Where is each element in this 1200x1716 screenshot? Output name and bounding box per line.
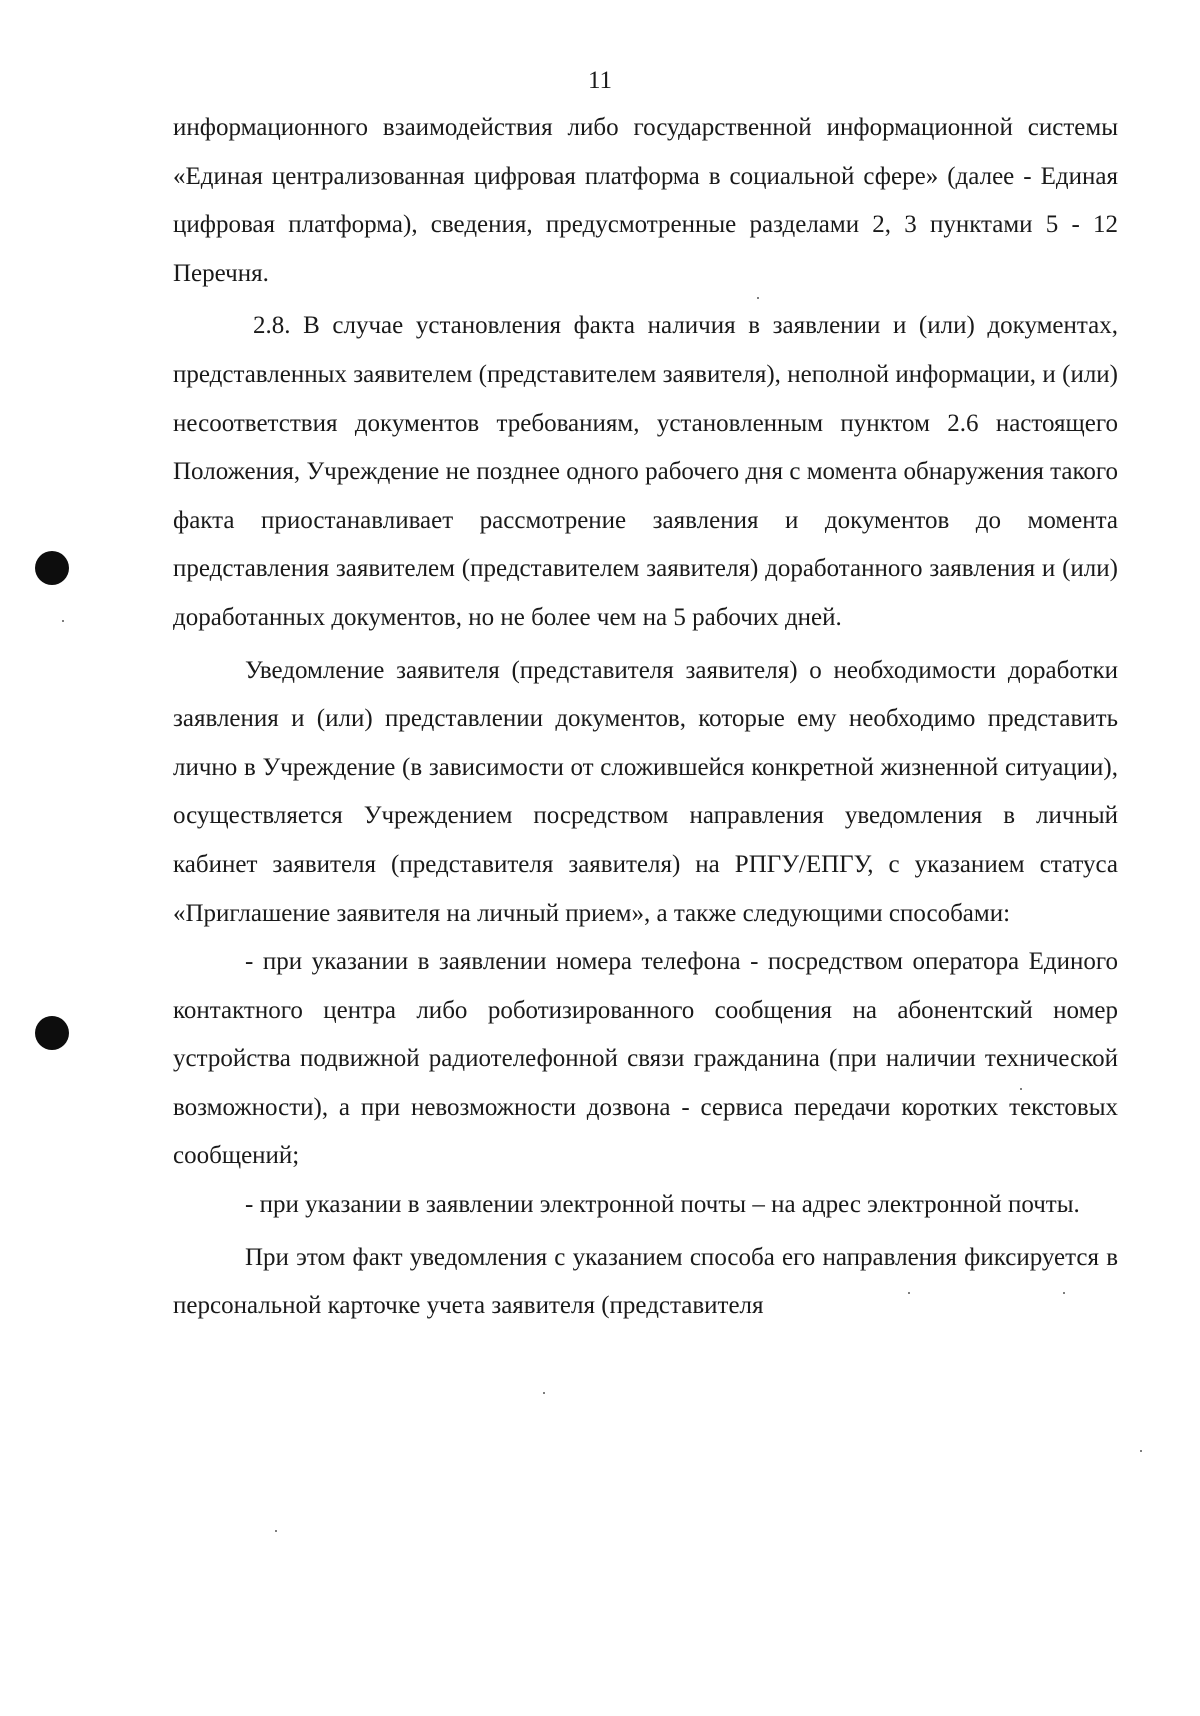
scan-speck xyxy=(275,1530,277,1532)
paragraph-phone-method: - при указании в заявлении номера телефона - посредством оператора Единого контактного центра либо роботизированного сообщения на абонентский номер устройства подвижной радиотелефонной связи гражданина (при наличии технической возможности), а при невозможности дозвона - сервиса передачи коротких текстовых сообщений; xyxy=(173,948,1118,1170)
scan-speck xyxy=(543,1392,545,1394)
scan-speck xyxy=(908,1292,910,1294)
paragraph-notification: Уведомление заявителя (представителя заявителя) о необходимости доработки заявления и (или) представлении документов, которые ему необходимо представить лично в Учреждение (в зависимости от сложившейся конкретной жизненной ситуации), осуществляется Учреждением посредством направления уведомления в личный кабинет заявителя (представителя заявителя) на РПГУ/ЕПГУ, с указанием статуса «Приглашение заявителя на личный прием», а также следующими способами: xyxy=(173,656,1118,927)
paragraph-email-method: - при указании в заявлении электронной почты – на адрес электронной почты. xyxy=(245,1191,1080,1219)
scan-speck xyxy=(1020,1088,1022,1090)
paragraph-clause-2-8: 2.8. В случае установления факта наличия в заявлении и (или) документах, представленных заявителем (представителем заявителя), неполной информации, и (или) несоответствия документов требованиям, установленным пунктом 2.6 настоящего Положения, Учреждение не позднее одного рабочего дня с момента обнаружения такого факта приостанавливает рассмотрение заявления и документов до момента представления заявителем (представителем заявителя) доработанного заявления и (или) доработанных документов, но не более чем на 5 рабочих дней. xyxy=(173,312,1118,631)
scan-speck xyxy=(757,297,759,299)
document-body xyxy=(173,104,1118,1331)
scan-speck xyxy=(1063,1292,1065,1294)
scan-speck xyxy=(1140,1450,1142,1452)
page-number: 11 xyxy=(587,67,613,94)
punch-hole-lower xyxy=(35,1016,69,1050)
punch-hole-upper xyxy=(35,551,69,585)
paragraph-notification-record: При этом факт уведомления с указанием способа его направления фиксируется в персональной карточке учета заявителя (представителя xyxy=(173,1243,1118,1320)
scan-speck xyxy=(62,620,64,622)
paragraph-information-exchange: информационного взаимодействия либо государственной информационной системы «Единая централизованная цифровая платформа в социальной сфере» (далее - Единая цифровая платформа), сведения, предусмотренные разделами 2, 3 пунктами 5 - 12 Перечня. xyxy=(173,114,1118,287)
